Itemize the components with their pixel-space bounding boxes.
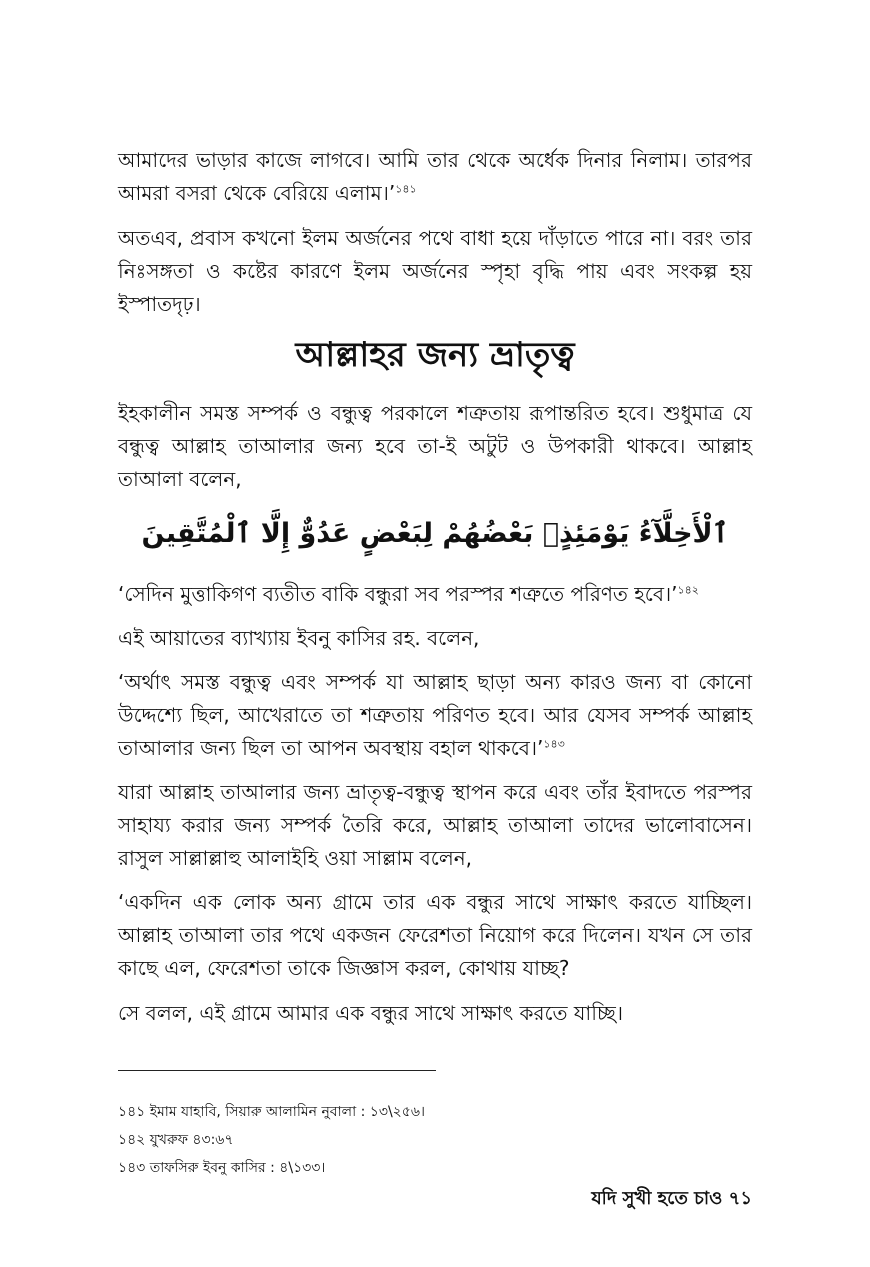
footnote-ref-143: ১৪৩ <box>543 737 565 751</box>
arabic-verse: ٱلْأَخِلَّآءُ يَوْمَئِذٍۭ بَعْضُهُمْ لِبَعْضٍ عَدُوٌّ إِلَّا ٱلْمُتَّقِينَ <box>141 518 729 549</box>
footnote-ref-141: ১৪১ <box>395 182 417 196</box>
paragraph-continuation: আমাদের ভাড়ার কাজে লাগবে। আমি তার থেকে অর্ধেক দিনার নিলাম। তারপর আমরা বসরা থেকে বেরিয়ে এলাম।’$^{১৪১}$ <box>118 148 752 205</box>
section-heading: আল্লাহর জন্য ভ্রাতৃত্ব <box>295 335 575 375</box>
paragraph-brotherhood: যারা আল্লাহ তাআলার জন্য ভ্রাতৃত্ব-বন্ধুত্ব স্থাপন করে এবং তাঁর ইবাদতে পরস্পর সাহায্য করার জন্য সম্পর্ক তৈরি করে, আল্লাহ তাআলা তাদের ভালোবাসেন। রাসুল সাল্লাল্লাহু আলাইহি ওয়া সাল্লাম বলেন, <box>118 780 752 870</box>
paragraph-reply: সে বলল, এই গ্রামে আমার এক বন্ধুর সাথে সাক্ষাৎ করতে যাচ্ছি। <box>118 1001 624 1025</box>
footnote-ref-142: ১৪২ <box>677 583 699 597</box>
page-number: ৭১ <box>728 1188 752 1209</box>
paragraph-hadith: ‘একদিন এক লোক অন্য গ্রামে তার এক বন্ধুর সাথে সাক্ষাৎ করতে যাচ্ছিল। আল্লাহ তাআলা তার পথে একজন ফেরেশতা নিয়োগ করে দিলেন। যখন সে তার কাছে এল, ফেরেশতা তাকে জিজ্ঞাস করল, কোথায় যাচ্ছ? <box>118 890 752 980</box>
footnote-142: ১৪২ যুখরুফ ৪৩:৬৭ <box>118 1132 234 1148</box>
book-title: যদি সুখী হতে চাও <box>591 1188 723 1209</box>
footnote-141: ১৪১ ইমাম যাহাবি, সিয়ারু আলামিন নুবালা : ১৩\২৫৬। <box>118 1104 425 1120</box>
page-footer <box>591 1187 752 1211</box>
paragraph-translation: ‘সেদিন মুত্তাকিগণ ব্যতীত বাকি বন্ধুরা সব পরস্পর শত্রুতে পরিণত হবে।’$^{১৪২}$ <box>118 582 699 606</box>
paragraph-travel: অতএব, প্রবাস কখনো ইলম অর্জনের পথে বাধা হয়ে দাঁড়াতে পারে না। বরং তার নিঃসঙ্গতা ও কষ্টের কারণে ইলম অর্জনের স্পৃহা বৃদ্ধি পায় এবং সংকল্প হয় ইস্পাতদৃঢ়। <box>118 226 752 316</box>
footnote-143: ১৪৩ তাফসিরু ইবনু কাসির : ৪\১৩৩। <box>118 1160 326 1176</box>
paragraph-tafsir-intro: এই আয়াতের ব্যাখ্যায় ইবনু কাসির রহ. বলেন, <box>118 626 480 650</box>
paragraph-intro: ইহকালীন সমস্ত সম্পর্ক ও বন্ধুত্ব পরকালে শত্রুতায় রূপান্তরিত হবে। শুধুমাত্র যে বন্ধুত্ব আল্লাহ তাআলার জন্য হবে তা-ই অটুট ও উপকারী থাকবে। আল্লাহ তাআলা বলেন, <box>118 401 752 491</box>
footnote-divider <box>118 1070 436 1071</box>
paragraph-tafsir-quote: ‘অর্থাৎ সমস্ত বন্ধুত্ব এবং সম্পর্ক যা আল্লাহ ছাড়া অন্য কারও জন্য বা কোনো উদ্দেশ্যে ছিল, আখেরাতে তা শত্রুতায় পরিণত হবে। আর যেসব সম্পর্ক আল্লাহ তাআলার জন্য ছিল তা আপন অবস্থায় বহাল থাকবে।’$^{১৪৩}$ <box>118 670 752 760</box>
